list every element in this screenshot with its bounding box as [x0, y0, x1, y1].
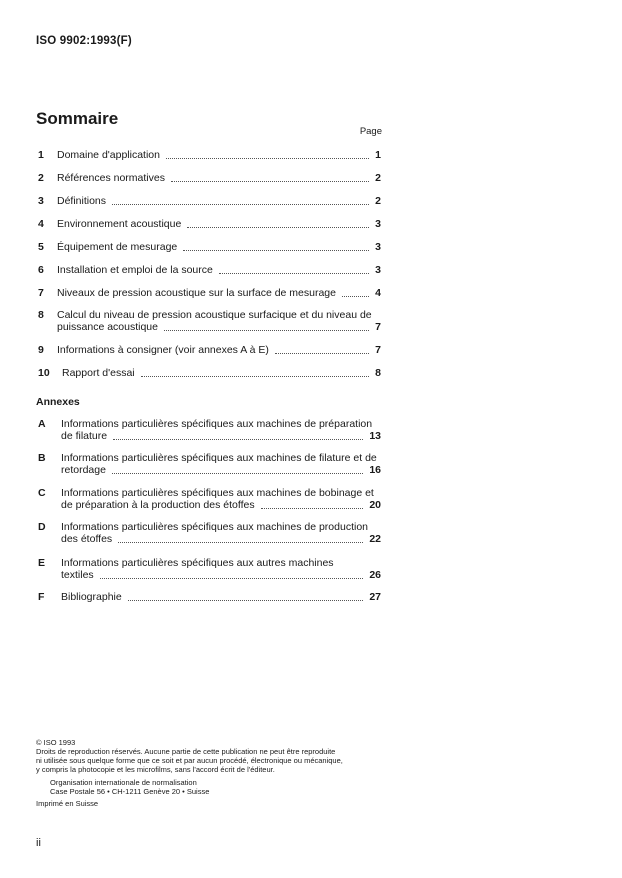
annex-text: Informations particulières spécifiques aux machines de production: [61, 521, 368, 533]
toc-page: 2: [375, 172, 381, 184]
annex-page: 13: [369, 430, 381, 442]
toc-number: 8: [38, 309, 44, 321]
toc-text: Rapport d'essai: [62, 367, 135, 379]
organization-address: Case Postale 56 • CH-1211 Genève 20 • Suisse: [50, 787, 210, 796]
annex-text-cont: des étoffes: [61, 533, 113, 545]
annex-letter: A: [38, 418, 46, 430]
annex-text: Bibliographie: [61, 591, 122, 603]
toc-text-cont: puissance acoustique: [57, 321, 158, 333]
toc-page: 1: [375, 149, 381, 161]
toc-number: 1: [38, 149, 44, 161]
toc-number: 4: [38, 218, 44, 230]
rights-notice-2: ni utilisée sous quelque forme que ce soit et par aucun procédé, électronique ou mécanique,: [36, 756, 343, 765]
annex-page: 22: [369, 533, 381, 545]
rights-notice-3: y compris la photocopie et les microfilms, sans l'accord écrit de l'éditeur.: [36, 765, 275, 774]
annex-entry[interactable]: [38, 418, 381, 442]
organization-name: Organisation internationale de normalisation: [50, 778, 197, 787]
annex-text-cont: de filature: [61, 430, 108, 442]
toc-number: 7: [38, 287, 44, 299]
document-id: ISO 9902:1993(F): [36, 35, 132, 47]
annex-page: 16: [369, 464, 381, 476]
annex-entry[interactable]: [38, 521, 381, 545]
toc-page: 3: [375, 264, 381, 276]
toc-text: Domaine d'application: [57, 149, 160, 161]
annex-entry[interactable]: [38, 487, 381, 511]
toc-number: 5: [38, 241, 44, 253]
copyright-line: © ISO 1993: [36, 738, 76, 747]
toc-page: 3: [375, 241, 381, 253]
toc-number: 2: [38, 172, 44, 184]
annex-text: Informations particulières spécifiques aux autres machines: [61, 557, 334, 569]
toc-page: 3: [375, 218, 381, 230]
rights-notice-1: Droits de reproduction réservés. Aucune partie de cette publication ne peut être reproduite: [36, 747, 336, 756]
annex-letter: E: [38, 557, 46, 569]
annex-letter: D: [38, 521, 46, 533]
toc-number: 9: [38, 344, 44, 356]
toc-page: 7: [375, 344, 381, 356]
annex-text-cont: textiles: [61, 569, 94, 581]
toc-number: 3: [38, 195, 44, 207]
page-column-label: Page: [359, 126, 382, 137]
toc-text: Niveaux de pression acoustique sur la surface de mesurage: [57, 287, 336, 299]
toc-page: 8: [375, 367, 381, 379]
toc-number: 10: [38, 367, 50, 379]
toc-text: Calcul du niveau de pression acoustique surfacique et du niveau de: [57, 309, 372, 321]
toc-text: Définitions: [57, 195, 107, 207]
annex-entry[interactable]: [38, 452, 381, 476]
annex-text: Informations particulières spécifiques aux machines de filature et de: [61, 452, 377, 464]
page-title: Sommaire: [36, 109, 119, 128]
annex-page: 27: [369, 591, 381, 603]
toc-entry[interactable]: [38, 309, 381, 333]
toc-page: 2: [375, 195, 381, 207]
annex-letter: C: [38, 487, 46, 499]
toc-text: Équipement de mesurage: [57, 241, 178, 253]
annex-text: Informations particulières spécifiques aux machines de préparation: [61, 418, 373, 430]
toc-text: Environnement acoustique: [57, 218, 182, 230]
toc-page: 4: [375, 287, 381, 299]
page-number: ii: [36, 837, 41, 849]
toc-text: Références normatives: [57, 172, 165, 184]
annex-letter: F: [38, 591, 45, 603]
annex-letter: B: [38, 452, 46, 464]
toc-text: Informations à consigner (voir annexes A à E): [57, 344, 269, 356]
annex-text: Informations particulières spécifiques aux machines de bobinage et: [61, 487, 374, 499]
annex-page: 20: [369, 499, 381, 511]
toc-number: 6: [38, 264, 44, 276]
toc-page: 7: [375, 321, 381, 333]
annex-entry[interactable]: [38, 557, 381, 581]
printed-in: Imprimé en Suisse: [36, 799, 99, 808]
annex-text-cont: de préparation à la production des étoffes: [61, 499, 255, 511]
toc-text: Installation et emploi de la source: [57, 264, 213, 276]
annex-text-cont: retordage: [61, 464, 106, 476]
annex-page: 26: [369, 569, 381, 581]
annexes-heading: Annexes: [36, 396, 80, 408]
